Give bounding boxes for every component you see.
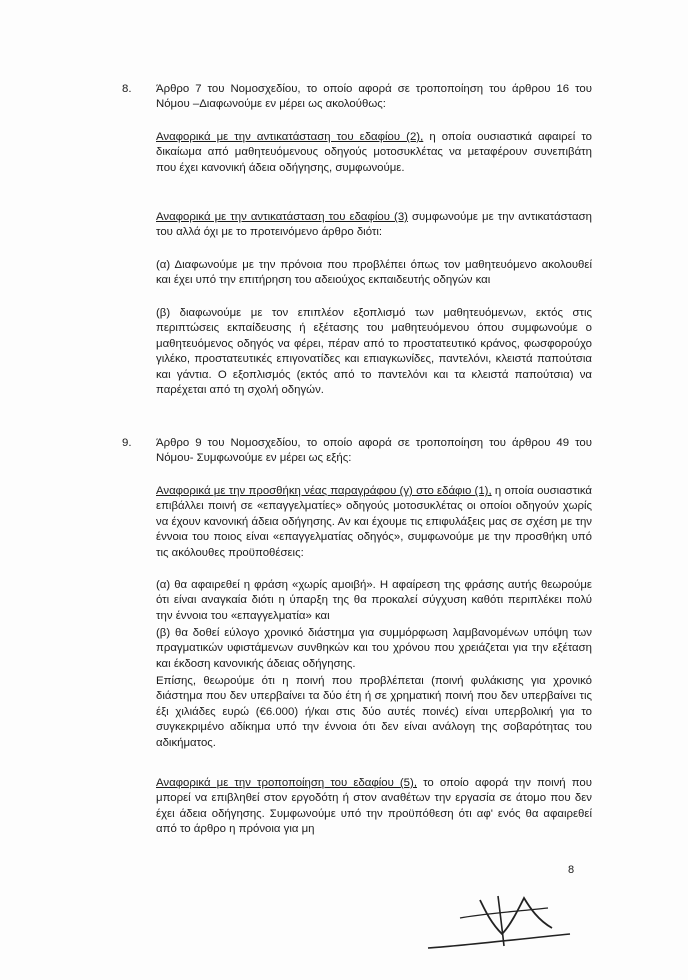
item-8-paragraph-2 <box>156 210 592 241</box>
item-9-paragraph-c: Επίσης, θεωρούμε ότι η ποινή που προβλέπεται (ποινή φυλάκισης για χρονικό διάστημα που δεν υπερβαίνει τα δύο έτη ή σε χρηματική ποινή που δεν υπερβαίνει τις έξι χιλιάδες ευρώ (€6.000) ή/και στις δύο αυτές ποινές) είναι υπερβολική για το συγκεκριμένο αδίκημα υπό την έννοια ότι δεν είναι ανάλογη της σοβαρότητας του αδικήματος. <box>156 675 592 749</box>
item-8-point-b: (β) διαφωνούμε με τον επιπλέον εξοπλισμό των μαθητευόμενων, εκτός στις περιπτώσεις εκπαίδευσης ή εξέτασης του μαθητευόμενου όπου συμφωνούμε ο μαθητευόμενος οδηγός να φέρει, πέραν από το προστατευτικό κράνος, φωσφορούχο γιλέκο, προστατευτικές επιγονατίδες και επιαγκωνίδες, παντελόνι, κλειστά παπούτσια και γάντια. Ο εξοπλισμός (εκτός από το παντελόνι και τα κλειστά παπούτσια) να παρέχεται από τη σχολή οδηγών. <box>156 307 592 397</box>
item-8-heading <box>122 82 592 113</box>
paragraph-text: συμφωνούμε με την αντικατάσταση του αλλά όχι με το προτεινόμενο άρθρο διότι: <box>156 211 592 239</box>
item-9-paragraph-2 <box>156 776 592 838</box>
item-9-paragraph-1 <box>156 484 592 561</box>
item-8-point-a: (α) Διαφωνούμε με την πρόνοια που προβλέπει όπως τον μαθητευόμενο ακολουθεί και έχει υπό την επιτήρηση του αδειούχος εκπαιδευτής οδηγών και <box>156 259 592 287</box>
item-9-point-b: (β) θα δοθεί εύλογο χρονικό διάστημα για συμμόρφωση λαμβανομένων υπόψη των πραγματικών υφιστάμενων συνθηκών και του χρόνου που χρειάζεται για την εξέταση και έκδοση κανονικής άδειας οδήγησης. <box>156 627 592 670</box>
item-9-point-a: (α) θα αφαιρεθεί η φράση «χωρίς αμοιβή». Η αφαίρεση της φράσης αυτής θεωρούμε ότι είναι αναγκαία διότι η ύπαρξη της θα προκαλεί σύγχυση καθότι περιπλέκει πολύ την έννοια του «επαγγελματία» και <box>156 579 592 622</box>
item-heading-text: Άρθρο 7 του Νομοσχεδίου, το οποίο αφορά σε τροποποίηση του άρθρου 16 του Νόμου –Διαφωνούμε εν μέρει ως ακολούθως: <box>156 83 592 111</box>
paragraph-text: η οποία ουσιαστικά επιβάλλει ποινή σε «επαγγελματίες» οδηγούς μοτοσυκλέτας οι οποίοι οδηγούν χωρίς να έχουν κανονική άδεια οδήγησης. Αν και έχουμε τις επιφυλάξεις μας σε σχέση με την έννοια του ποιος είναι «επαγγελματίας οδηγός», συμφωνούμε με την προσθήκη υπό τις ακόλουθες προϋποθέσεις: <box>156 485 592 559</box>
paragraph-text: το οποίο αφορά την ποινή που μπορεί να επιβληθεί στον εργοδότη ή στον αναθέτων την εργασία σε άτομο που δεν έχει άδεια οδήγησης. Συμφωνούμε υπό την προϋπόθεση ότι αφ' ενός θα αφαιρεθεί από το άρθρο η πρόνοια για μη <box>156 777 592 836</box>
paragraph-text: η οποία ουσιαστικά αφαιρεί το δικαίωμα από μαθητευόμενους οδηγούς μοτοσυκλέτας να μεταφέρουν συνεπιβάτη που έχει κανονική άδεια οδήγησης, συμφωνούμε. <box>156 131 592 174</box>
page-number: 8 <box>568 864 575 876</box>
item-heading-text: Άρθρο 9 του Νομοσχεδίου, το οποίο αφορά σε τροποποίηση του άρθρου 49 του Νόμου- Συμφωνούμε εν μέρει ως εξής: <box>156 437 592 465</box>
item-number: 9. <box>122 437 132 449</box>
underlined-phrase: Αναφορικά με την αντικατάσταση του εδαφίου (2), <box>156 131 424 143</box>
item-number: 8. <box>122 83 132 95</box>
signature <box>420 888 590 958</box>
item-8-paragraph-1 <box>156 130 592 176</box>
underlined-phrase: Αναφορικά με την τροποποίηση του εδαφίου (5), <box>156 777 417 789</box>
underlined-phrase: Αναφορικά με την αντικατάσταση του εδαφίου (3) <box>156 211 408 223</box>
underlined-phrase: Αναφορικά με την προσθήκη νέας παραγράφου (γ) στο εδάφιο (1), <box>156 485 492 497</box>
item-9-heading <box>122 436 592 467</box>
